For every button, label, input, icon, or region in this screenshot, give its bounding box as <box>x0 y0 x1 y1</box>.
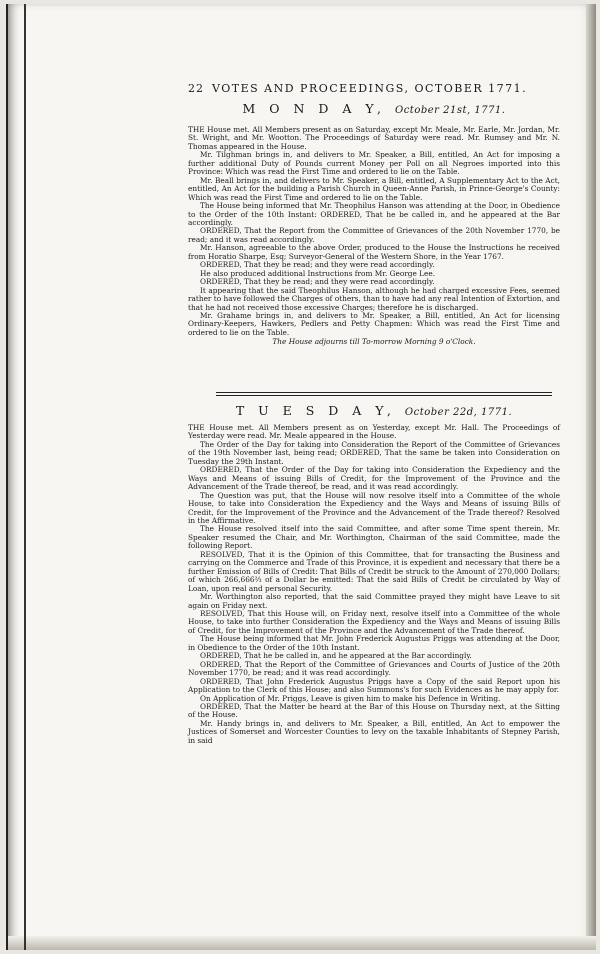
paragraph: Mr. Tilghman brings in, and delivers to Mr. Speaker, a Bill, entitled, An Act for imposing a further additional Duty of Pounds current Money per Poll on all Negroes imported into this Province: Which was read the First Time and ordered to lie on the Table. <box>188 150 560 177</box>
running-header <box>188 82 560 96</box>
paragraph: RESOLVED, That this House will, on Friday next, resolve itself into a Committee of the whole House, to take into further Consideration the Expediency and the Ways and Means of issuing Bills of Credit, for the Improvement of the Province and the Advancement of the Trade thereof. <box>188 608 560 635</box>
page-edge-shadow <box>586 4 596 950</box>
section-body-tuesday <box>188 424 560 745</box>
paragraph: The House being informed that Mr. John Frederick Augustus Priggs was attending at the Door, in Obedience to the Order of the 10th Instant. <box>188 634 560 652</box>
paragraph: Mr. Hanson, agreeable to the above Order, produced to the House the Instructions he received from Horatio Sharpe, Esq; Surveyor-General of the Western Shore, in the Year 1767. <box>188 243 560 261</box>
paragraph: ORDERED, That they be read; and they were read accordingly. <box>200 260 435 270</box>
paragraph: RESOLVED, That it is the Opinion of this Committee, that for transacting the Business and carrying on the Commerce and Trade of this Province, it is expedient and necessary that there be a further Emission of Bills of Credit: That Bills of Credit be struck to the Amount of 270,000 Dollars; of which 266,666⅔ of a Dollar be emitted: That the said Bills of Credit be circulated by Way of Loan, upon real and personal Security. <box>188 549 560 593</box>
paragraph: The Question was put, that the House will now resolve itself into a Committee of the whole House, to take into Consideration the Expediency and the Ways and Means of issuing Bills of Credit, for the Improvement of the Province and the Advancement of the Trade thereof? Resolved in the Affirmative. <box>188 490 560 525</box>
paragraph: ORDERED, That the Report of the Committee of Grievances and Courts of Justice of the 20th November 1770, be read; and it was read accordingly. <box>188 659 560 678</box>
running-title: VOTES AND PROCEEDINGS, OCTOBER 1771. <box>212 82 528 95</box>
paragraph: ORDERED, That they be read; and they were read accordingly. <box>200 277 435 287</box>
day-date: October 21st, 1771. <box>395 105 506 116</box>
section-heading-monday <box>188 101 560 116</box>
paragraph: ORDERED, That the Report from the Committee of Grievances of the 20th November 1770, be read; and it was read accordingly. <box>188 226 560 244</box>
paragraph: ORDERED, That the Matter be heard at the Bar of this House on Thursday next, at the Sitting of the House. <box>188 701 560 720</box>
section-heading-tuesday <box>188 403 560 418</box>
paragraph: Mr. Handy brings in, and delivers to Mr. Speaker, a Bill, entitled, An Act to empower the Justices of Somerset and Worcester Counties to levy on the taxable Inhabitants of Stepney Parish, in said <box>188 718 560 745</box>
paragraph: He also produced additional Instructions from Mr. George Lee. <box>200 268 436 278</box>
paragraph: THE House met. All Members present as on Yesterday, except Mr. Hall. The Proceedings of Yesterday were read. Mr. Meale appeared in the House. <box>188 423 560 441</box>
adjournment-line: The House adjourns till To-morrow Morning 9 o'Clock. <box>272 337 476 347</box>
paragraph: The House being informed that Mr. Theophilus Hanson was attending at the Door, in Obedience to the Order of the 10th Instant: ORDERED, That he be called in, and he appeared at the Bar accordingly. <box>188 201 560 227</box>
paragraph: The Order of the Day for taking into Consideration the Report of the Committee of Grievances of the 19th November last, being read; ORDERED, That the same be taken into Consideration on Tuesday the 29th Instant. <box>188 439 560 466</box>
binding-margin-line <box>24 4 26 950</box>
paragraph: It appearing that the said Theophilus Hanson, although he had charged excessive Fees, seemed rather to have followed the Charges of others, than to have had any real Intention of Extortion, and that he had not received those excessive Charges; therefore he is discharged. <box>188 285 560 312</box>
day-name: M O N D A Y, <box>242 101 387 116</box>
paragraph: ORDERED, That he be called in, and he appeared at the Bar accordingly. <box>200 651 472 661</box>
section-divider <box>216 392 552 393</box>
section-body-monday <box>188 126 560 347</box>
page-bottom-edge <box>8 936 596 950</box>
page-number: 22 <box>188 82 204 95</box>
paragraph: On Application of Mr. Priggs, Leave is given him to make his Defence in Writing. <box>200 693 501 703</box>
paragraph: Mr. Beall brings in, and delivers to Mr. Speaker, a Bill, entitled, A Supplementary Act to the Act, entitled, An Act for the building a Parish Church in Queen-Anne Parish, in Prince-George's County: Which was read the First Time and ordered to lie on the Table. <box>188 175 560 202</box>
paragraph: ORDERED, That the Order of the Day for taking into Consideration the Expediency and the Ways and Means of issuing Bills of Credit, for the Improvement of the Province and the Advancement of the Trade thereof, be read, and it was read accordingly. <box>188 465 560 492</box>
day-date: October 22d, 1771. <box>404 407 513 418</box>
paragraph: Mr. Worthington also reported, that the said Committee prayed they might have Leave to sit again on Friday next. <box>188 592 560 610</box>
day-name: T U E S D A Y, <box>235 403 396 418</box>
paragraph: The House resolved itself into the said Committee, and after some Time spent therein, Mr. Speaker resumed the Chair, and Mr. Worthington, Chairman of the said Committee, made the following Report. <box>188 524 560 551</box>
paragraph: Mr. Grahame brings in, and delivers to Mr. Speaker, a Bill, entitled, An Act for licensing Ordinary-Keepers, Hawkers, Pedlers and Petty Chapmen: Which was read the First Time and ordered to lie on the Table. <box>188 310 560 337</box>
section-divider-thin <box>216 395 552 396</box>
paragraph: ORDERED, That John Frederick Augustus Priggs have a Copy of the said Report upon his Application to the Clerk of this House; and also Summons's for such Evidences as he may apply for. <box>188 676 560 695</box>
paragraph: THE House met. All Members present as on Saturday, except Mr. Meale, Mr. Earle, Mr. Jordan, Mr. St. Wright, and Mr. Wootton. The Proceedings of Saturday were read. Mr. Rumsey and Mr. N. Thomas appeared in the House. <box>188 125 560 151</box>
